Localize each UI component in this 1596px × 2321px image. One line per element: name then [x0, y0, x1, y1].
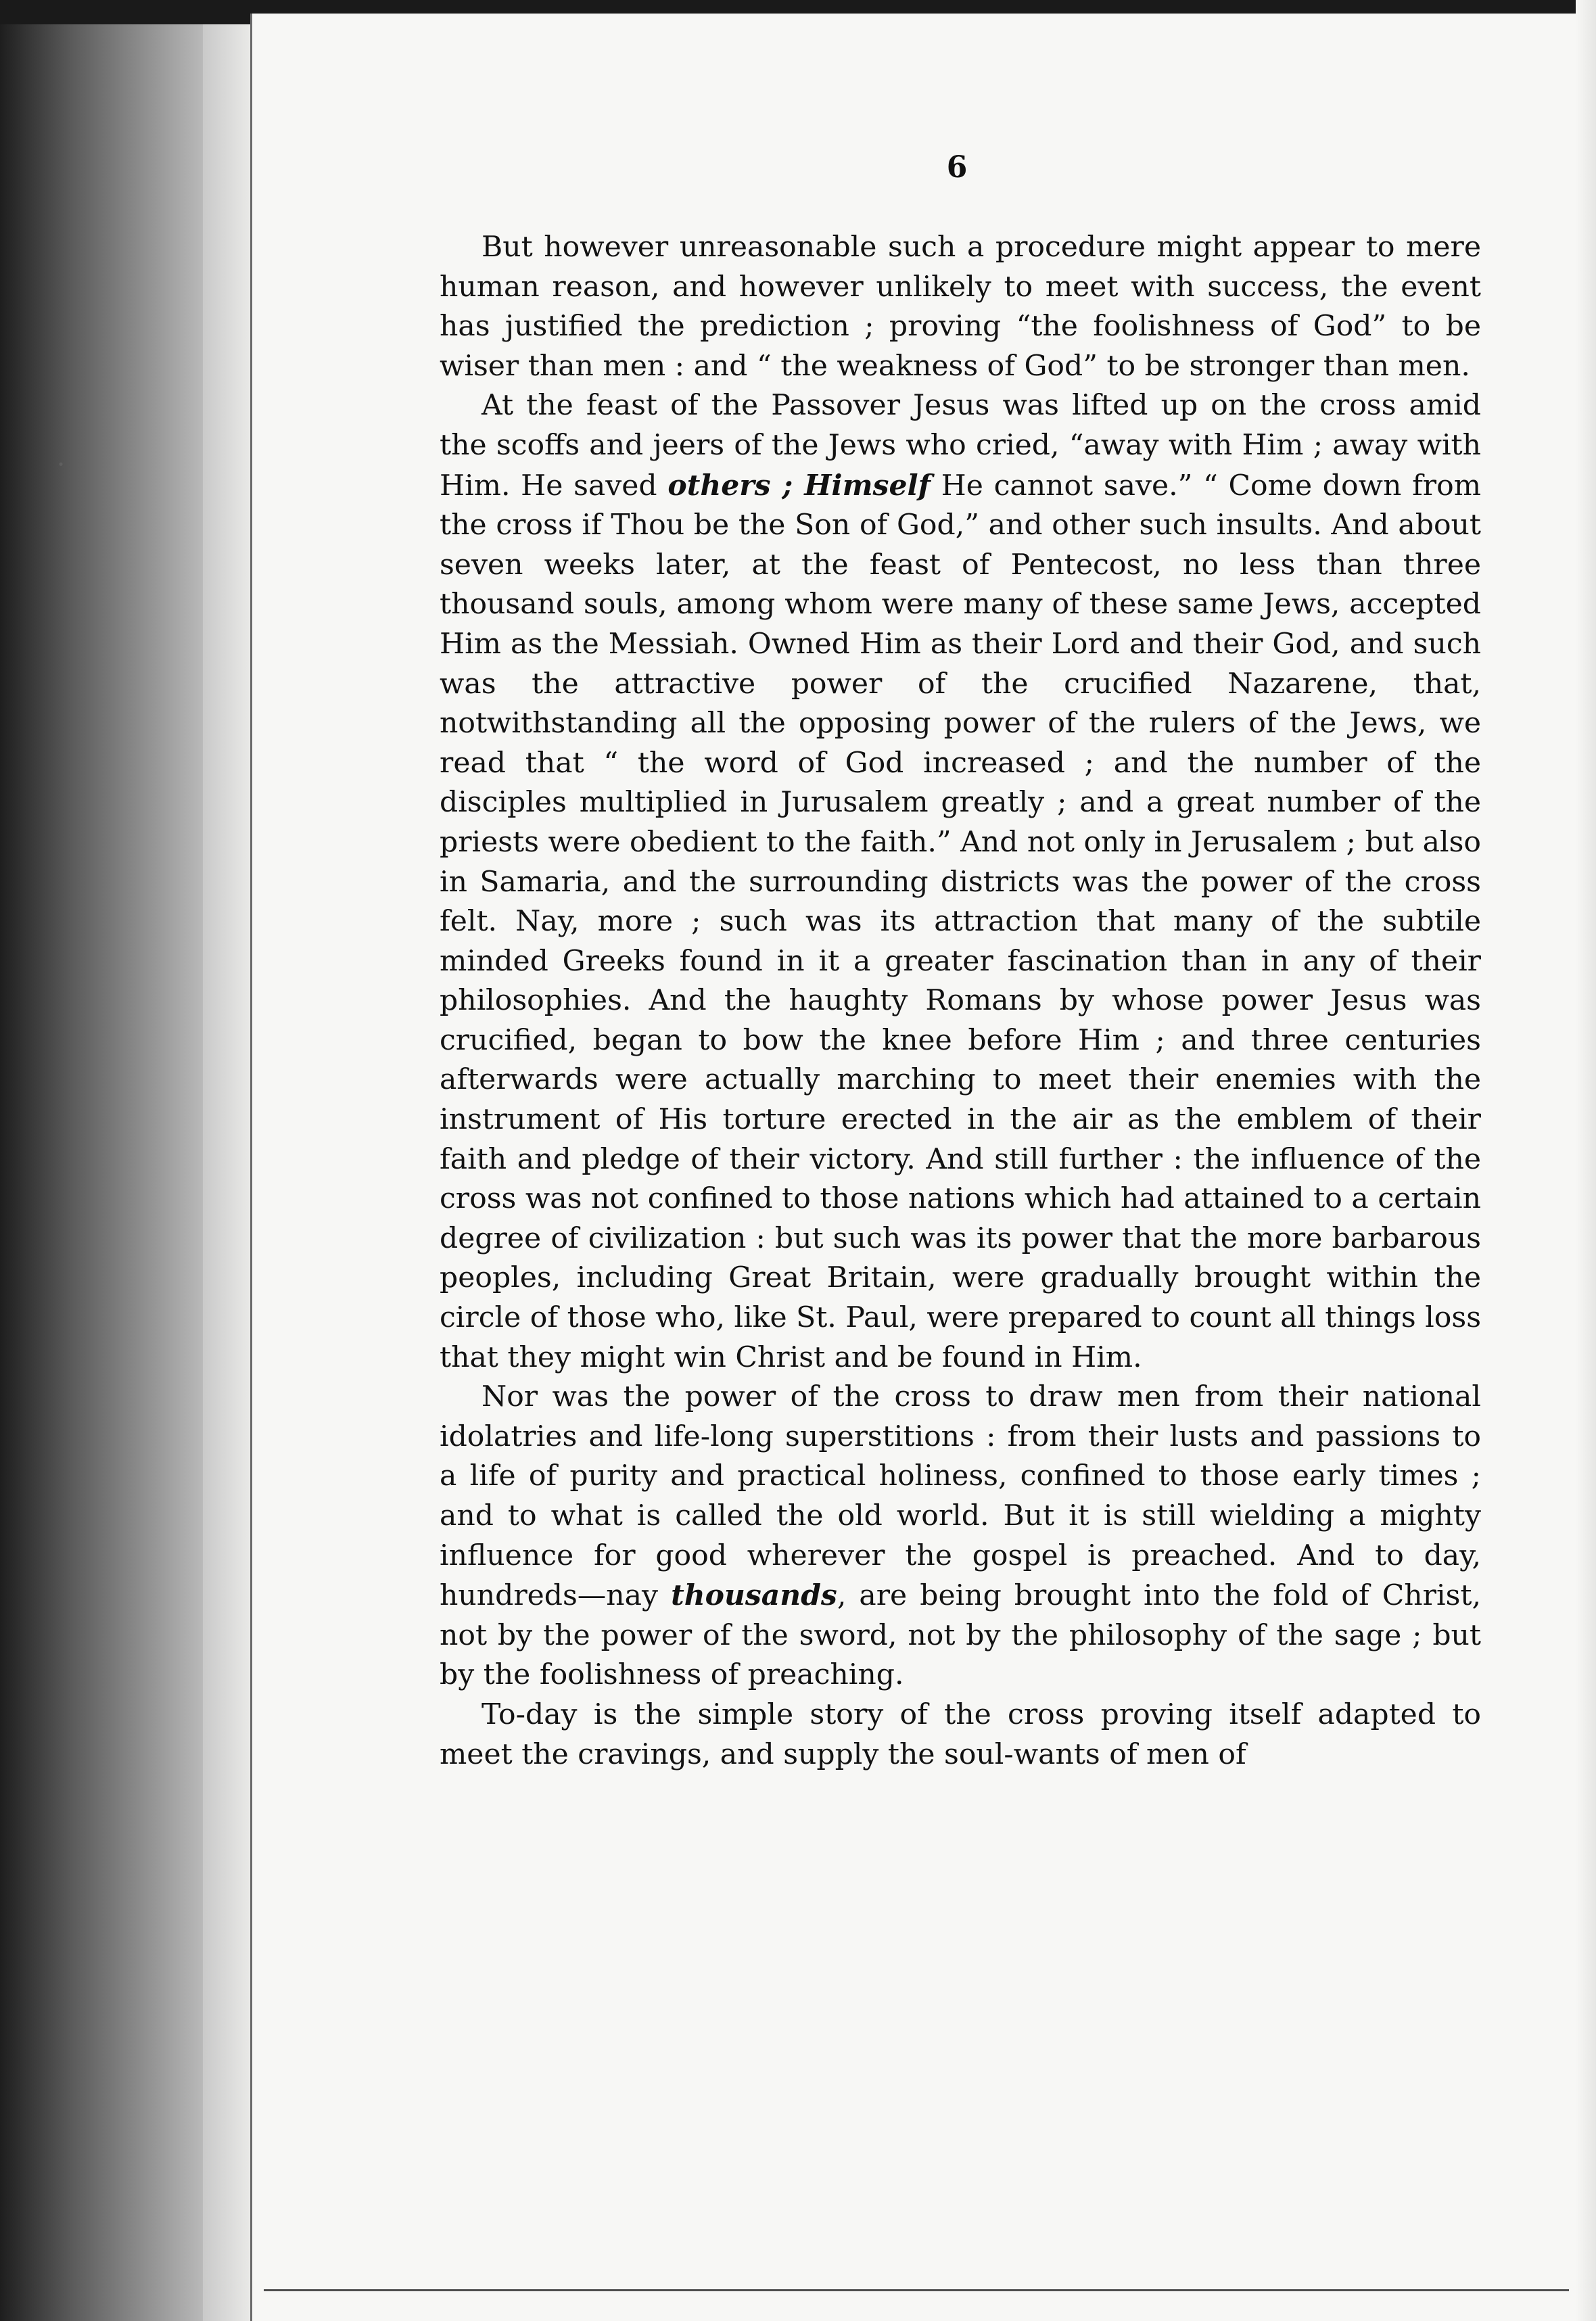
page-bottom-edge: [264, 2289, 1569, 2291]
paragraph-3-text-end: , are being brought into the fold of Christ, not by the power of the sword, not by the philosophy of the sage ; but by the foolishness of preaching.: [440, 1579, 1481, 1692]
paragraph-1: [440, 228, 1481, 386]
paragraph-4: [440, 1695, 1481, 1775]
paragraph-1-text: But however unreasonable such a procedure might appear to mere human reason, and however unlikely to meet with success, the event has justified the prediction ; proving “the foolishness of God” to be wiser than men : and “ the weakness of God” to be stronger than men.: [440, 231, 1481, 383]
binding-shadow: [0, 0, 203, 2321]
page-number: 6: [946, 150, 968, 185]
paragraph-2-text-end: He cannot save.” “ Come down from the cross if Thou be the Son of God,” and other such insults. And about seven weeks later, at the feast of Pentecost, no less than three thousand souls, among whom were many of these same Jews, accepted Him as the Messiah. Owned Him as their Lord and their God, and such was the attractive power of the crucified Nazarene, that, notwithstanding all the opposing power of the rulers of the Jews, we read that “ the word of God increased ; and the number of the disciples multiplied in Jurusalem greatly ; and a great number of the priests were obedient to the faith.” And not only in Jerusalem ; but also in Samaria, and the surrounding districts was the power of the cross felt. Nay, more ; such was its attraction that many of the subtile minded Greeks found in it a greater fascination than in any of their philosophies. And the haughty Romans by whose power Jesus was crucified, began to bow the knee before Him ; and three centuries afterwards were actually marching to meet their enemies with the instrument of His torture erected in the air as the emblem of their faith and pledge of their victory. And still further : the influence of the cross was not confined to those nations which had attained to a certain degree of civilization : but such was its power that the more barbarous peoples, including Great Britain, were gradually brought within the circle of those who, like St. Paul, were prepared to count all things loss that they might win Christ and be found in Him.: [440, 469, 1481, 1374]
paragraph-2: [440, 386, 1481, 1378]
body-text: [440, 228, 1481, 1775]
paragraph-2-text-start: At the feast of the Passover Jesus was lifted up on the cross amid the scoffs and jeers of the Jews who cried, “away with Him ; away with Him. He saved: [440, 389, 1481, 502]
paragraph-4-text: To-day is the simple story of the cross proving itself adapted to meet the cravings, and supply the soul-wants of men of: [440, 1697, 1481, 1771]
paragraph-3-text-start: Nor was the power of the cross to draw men from their national idolatries and life-long superstitions : from their lusts and passions to a life of purity and practical holiness, confined to those early times ; and to what is called the old world. But it is still wielding a mighty influence for good wherever the gospel is preached. And to day, hundreds—nay: [440, 1380, 1481, 1613]
page-gutter: [203, 0, 250, 2321]
paragraph-3: [440, 1378, 1481, 1695]
paragraph-3-italic: thousands: [671, 1578, 837, 1613]
paragraph-2-italic: others ; Himself: [667, 468, 931, 502]
page-right-edge: [1576, 0, 1596, 2321]
